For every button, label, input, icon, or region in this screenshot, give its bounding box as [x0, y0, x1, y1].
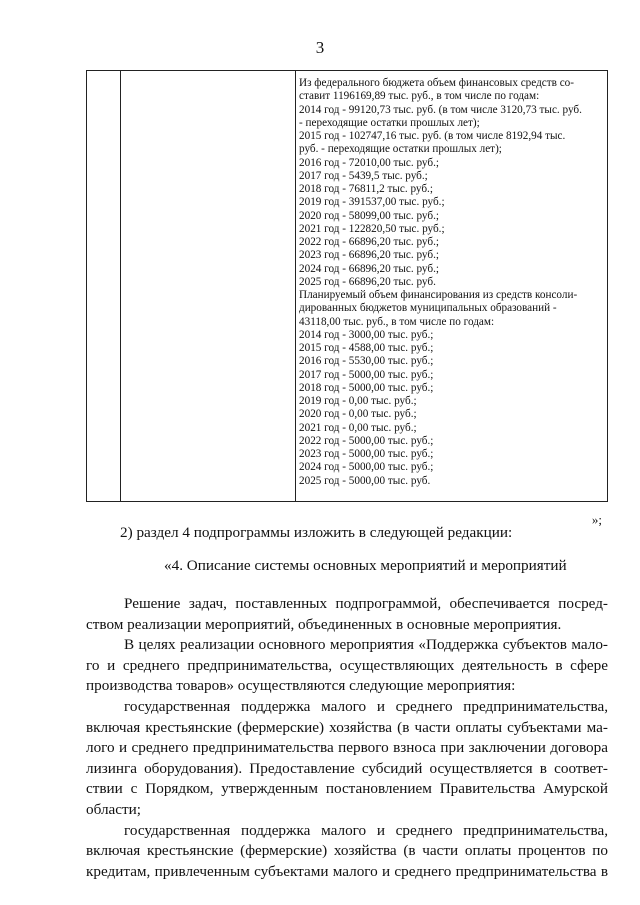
body-line: области;: [86, 800, 141, 818]
body-line: лого и среднего предпринимательства первого взноса при заключении договора: [86, 739, 608, 757]
cell-line: 2016 год - 5530,00 тыс. руб.;: [299, 355, 434, 368]
funding-cell-text: [299, 77, 605, 488]
cell-line: 2018 год - 76811,2 тыс. руб.;: [299, 183, 433, 195]
cell-line: 2019 год - 0,00 тыс. руб.;: [299, 395, 417, 407]
page-number: 3: [315, 38, 325, 57]
body-line: включая крестьянские (фермерские) хозяйства (в части оплаты процентов по: [86, 842, 608, 860]
cell-line: 2025 год - 5000,00 тыс. руб.: [299, 474, 431, 487]
body-line: В целях реализации основного мероприятия «Поддержка субъектов мало-: [124, 636, 608, 654]
table-column-divider: [120, 71, 121, 501]
cell-line: дированных бюджетов муниципальных образований -: [299, 302, 557, 315]
body-text: [86, 594, 608, 882]
cell-line: 43118,00 тыс. руб., в том числе по годам:: [299, 315, 495, 328]
cell-line: 2014 год - 99120,73 тыс. руб. (в том числе 3120,73 тыс. руб.: [299, 103, 582, 116]
cell-line: 2014 год - 3000,00 тыс. руб.;: [299, 328, 434, 341]
cell-line: 2021 год - 0,00 тыс. руб.;: [299, 421, 417, 434]
cell-line: 2024 год - 5000,00 тыс. руб.;: [299, 461, 434, 474]
cell-line: 2019 год - 391537,00 тыс. руб.;: [299, 196, 445, 209]
body-line: кредитам, привлеченным субъектами малого и среднего предпринимательства в: [86, 862, 608, 880]
closing-quote: »;: [591, 512, 602, 527]
body-line: Решение задач, поставленных подпрограммой, обеспечивается посред-: [124, 595, 608, 612]
body-line: производства товаров» осуществляются следующие мероприятия:: [86, 677, 516, 695]
cell-line: Планируемый объем финансирования из средств консоли-: [299, 289, 578, 301]
cell-line: 2015 год - 102747,16 тыс. руб. (в том числе 8192,94 тыс.: [299, 130, 566, 142]
cell-line: 2023 год - 5000,00 тыс. руб.;: [299, 448, 434, 460]
cell-line: ставит 1196169,89 тыс. руб., в том числе по годам:: [299, 90, 540, 103]
cell-line: - переходящие остатки прошлых лет);: [299, 116, 480, 129]
body-line: государственная поддержка малого и среднего предпринимательства,: [124, 821, 608, 839]
table-column-divider: [295, 71, 296, 501]
cell-line: 2022 год - 66896,20 тыс. руб.;: [299, 236, 439, 248]
body-line: ством реализации мероприятий, объединенных в основные мероприятия.: [86, 615, 562, 633]
body-line: включая крестьянские (фермерские) хозяйства (в части оплаты субъектами ма-: [86, 718, 608, 736]
body-line: государственная поддержка малого и среднего предпринимательства,: [124, 697, 608, 715]
cell-line: 2020 год - 58099,00 тыс. руб.;: [299, 209, 439, 222]
cell-line: руб. - переходящие остатки прошлых лет);: [299, 143, 502, 156]
cell-line: 2015 год - 4588,00 тыс. руб.;: [299, 342, 434, 354]
cell-line: 2021 год - 122820,50 тыс. руб.;: [299, 222, 445, 235]
cell-line: 2025 год - 66896,20 тыс. руб.: [299, 275, 436, 288]
body-line: го и среднего предпринимательства, осуществляющих деятельность в сфере: [86, 656, 608, 674]
cell-line: 2016 год - 72010,00 тыс. руб.;: [299, 156, 439, 169]
amendment-line: 2) раздел 4 подпрограммы изложить в следующей редакции:: [120, 524, 513, 541]
body-line: лизинга оборудования). Предоставление субсидий осуществляется в соответ-: [86, 759, 608, 777]
cell-line: 2017 год - 5000,00 тыс. руб.;: [299, 368, 434, 381]
cell-line: 2024 год - 66896,20 тыс. руб.;: [299, 262, 439, 275]
cell-line: 2018 год - 5000,00 тыс. руб.;: [299, 381, 434, 394]
section-heading: «4. Описание системы основных мероприятий и мероприятий: [164, 557, 567, 574]
cell-line: 2017 год - 5439,5 тыс. руб.;: [299, 169, 428, 182]
cell-line: 2020 год - 0,00 тыс. руб.;: [299, 408, 417, 421]
body-line: ствии с Порядком, утвержденным постановлением Правительства Амурской: [86, 780, 608, 798]
cell-line: Из федерального бюджета объем финансовых средств со-: [299, 77, 574, 89]
funding-table: [86, 70, 608, 502]
cell-line: 2023 год - 66896,20 тыс. руб.;: [299, 249, 439, 262]
cell-line: 2022 год - 5000,00 тыс. руб.;: [299, 434, 434, 447]
